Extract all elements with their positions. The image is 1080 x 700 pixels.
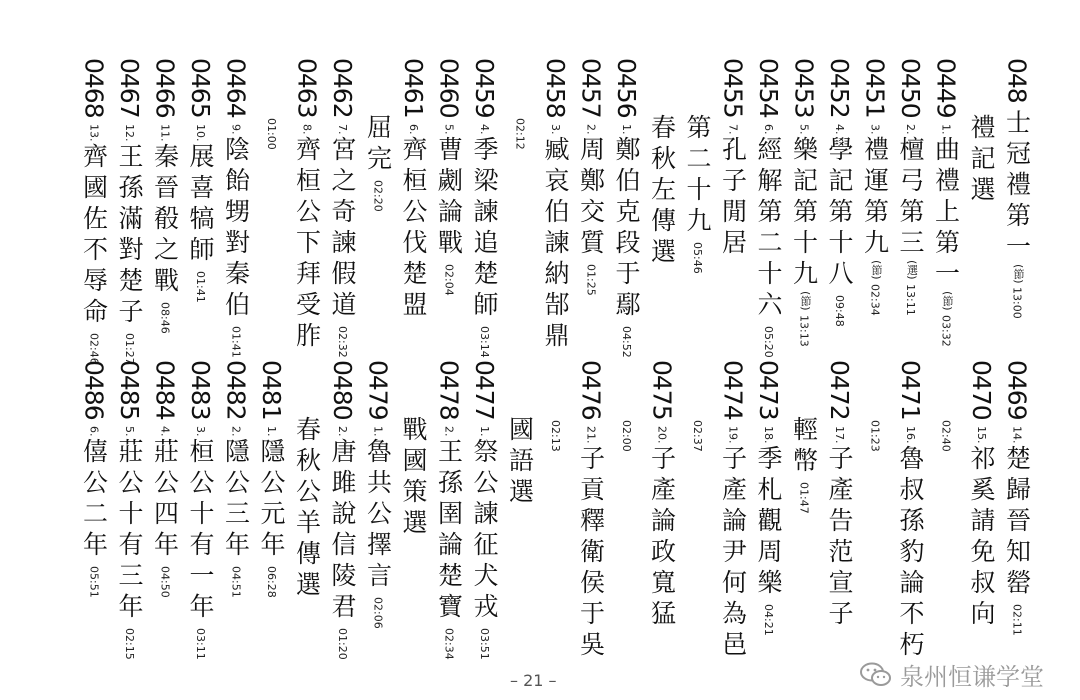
entry-time: 01:41 — [229, 326, 243, 358]
entry-time: 01:41 — [194, 271, 207, 303]
entry-title: 士冠禮第一 — [1002, 108, 1032, 264]
entry-index: 2. — [584, 123, 598, 135]
entry-number: 0476 — [576, 360, 606, 420]
entry-index: 1. — [939, 123, 953, 135]
entry-title: 展喜犒師 — [186, 143, 215, 268]
entry-title: 魯共公擇言 — [363, 438, 393, 594]
entry-index: 9. — [229, 123, 243, 135]
entry-title: 祁奚請免叔向 — [967, 445, 996, 632]
entry-index: 4. — [478, 123, 491, 135]
entry-column — [574, 360, 608, 662]
entry-column — [716, 58, 750, 260]
entry-title: 周鄭交質 — [576, 136, 606, 261]
entry-index: 11. — [158, 123, 172, 142]
entry-title: 國語選 — [505, 416, 535, 509]
entry-column — [361, 360, 395, 629]
entry-index: 20. — [655, 425, 669, 444]
watermark-text: 泉州恒谦学堂 — [900, 663, 1044, 691]
entry-number: 0470 — [967, 360, 996, 420]
entry-title: 曹劌論戰 — [434, 136, 464, 261]
entry-index: 3. — [549, 123, 562, 135]
entry-title: 唐雎說信陵君 — [328, 438, 357, 625]
entry-number: 0480 — [328, 360, 357, 420]
entry-time: 03:51 — [478, 628, 491, 660]
entry-index: 18. — [762, 425, 775, 444]
entry-index: 1. — [265, 425, 278, 437]
entry-time: 02:12 — [513, 118, 527, 150]
entry-time: 02:40 — [939, 420, 953, 452]
entry-number: 0483 — [186, 360, 215, 420]
entry-column — [716, 360, 750, 662]
entry-time: 06:28 — [265, 566, 278, 598]
entry-column — [77, 58, 111, 365]
entry-column — [894, 360, 928, 662]
entry-column — [610, 416, 644, 452]
entry-time: 13:11 — [904, 283, 917, 316]
entry-number: 0458 — [541, 58, 570, 118]
entry-index: 1. — [478, 425, 491, 437]
entry-title: 臧哀伯諫納郜鼎 — [541, 136, 570, 354]
entry-title: 齊國佐不辱命 — [79, 143, 109, 330]
entry-column — [965, 114, 999, 207]
entry-index: 1. — [371, 425, 385, 437]
entry-number: 0459 — [470, 58, 499, 118]
entry-number: 0468 — [79, 58, 109, 118]
entry-note: (選) — [905, 260, 919, 280]
entry-number: 0462 — [328, 58, 357, 118]
entry-title: 隱公三年 — [221, 438, 251, 563]
entry-column — [326, 360, 360, 660]
entry-time: 03:32 — [939, 314, 953, 347]
entry-column — [503, 114, 537, 150]
entry-index: 17. — [833, 425, 846, 444]
entry-column — [290, 58, 324, 353]
entry-time: 03:11 — [194, 628, 207, 660]
entry-title: 春秋左傳選 — [647, 114, 677, 269]
entry-column — [184, 360, 218, 660]
entry-column — [752, 360, 786, 636]
entry-title: 季札觀周樂 — [754, 445, 783, 601]
entry-title: 宮之奇諫假道 — [328, 136, 357, 323]
entry-index: 4. — [158, 425, 172, 437]
entry-column — [148, 58, 182, 334]
entry-title: 桓公十有一年 — [186, 438, 215, 625]
entry-number: 0467 — [115, 58, 144, 118]
page-number: – 21 – — [510, 671, 557, 690]
entry-column — [113, 58, 147, 365]
entry-note: (節) — [799, 291, 812, 311]
entry-title: 僖公二年 — [79, 438, 109, 563]
entry-number: 0450 — [896, 58, 925, 118]
entry-number: 0477 — [470, 360, 499, 420]
entry-time: 13:13 — [797, 314, 811, 347]
entry-column — [539, 416, 573, 452]
entry-time: 01:00 — [265, 118, 278, 150]
entry-index: 13. — [87, 123, 101, 142]
entry-title: 樂記第十九 — [789, 136, 819, 292]
entry-number: 0472 — [825, 360, 854, 420]
entry-time: 05:46 — [691, 242, 704, 274]
entry-index: 12. — [123, 123, 136, 142]
entry-column — [787, 416, 821, 514]
entry-index: 5. — [442, 123, 456, 135]
entry-index: 7. — [726, 123, 740, 135]
entry-number: 0479 — [363, 360, 393, 420]
entry-number: 0456 — [612, 58, 641, 118]
entry-title: 第二十九 — [683, 114, 712, 238]
entry-note: (節) — [870, 260, 883, 280]
entry-title: 曲禮上第一 — [931, 136, 961, 292]
entry-column — [823, 360, 857, 631]
entry-title: 戰國策選 — [399, 416, 428, 540]
entry-column — [858, 58, 892, 315]
entry-index: 15. — [975, 425, 988, 444]
entry-column — [113, 360, 147, 660]
entry-number: 0485 — [115, 360, 144, 420]
entry-column — [539, 58, 573, 353]
entry-time: 03:14 — [478, 326, 491, 358]
entry-column — [361, 114, 395, 212]
entry-column — [929, 58, 963, 346]
entry-time: 02:00 — [620, 420, 633, 452]
entry-time: 02:34 — [442, 628, 456, 660]
watermark — [860, 657, 1044, 692]
entry-title: 祭公諫征犬戎 — [470, 438, 499, 625]
entry-time: 02:20 — [371, 180, 385, 212]
entry-number: 0475 — [647, 360, 677, 420]
entry-index: 4. — [833, 123, 846, 135]
entry-time: 02:34 — [868, 283, 882, 316]
entry-title: 子產告范宣子 — [825, 445, 854, 632]
entry-time: 01:27 — [123, 333, 136, 365]
entry-index: 16. — [904, 425, 917, 444]
entry-number: 0455 — [718, 58, 748, 118]
entry-time: 08:46 — [158, 302, 172, 334]
wechat-icon — [860, 662, 892, 688]
entry-index: 14. — [1010, 425, 1024, 444]
entry-column — [468, 58, 502, 358]
entry-time: 04:51 — [229, 566, 243, 598]
entry-index: 5. — [123, 425, 136, 437]
entry-column — [290, 416, 324, 602]
entry-column — [432, 58, 466, 296]
entry-column — [858, 416, 892, 452]
entry-column — [681, 114, 715, 274]
entry-title: 王孫滿對楚子 — [115, 143, 144, 330]
entry-number: 048 — [1002, 58, 1032, 103]
entry-column — [255, 360, 289, 598]
entry-title: 子產論政寬猛 — [647, 445, 677, 632]
entry-column — [574, 58, 608, 296]
entry-title: 經解第二十六 — [754, 136, 783, 323]
entry-column — [468, 360, 502, 660]
entry-number: 0454 — [754, 58, 783, 118]
entry-title: 楚歸晉知罃 — [1002, 445, 1032, 601]
entry-time: 02:15 — [123, 628, 136, 660]
entry-column — [255, 114, 289, 150]
entry-index: 2. — [336, 425, 349, 437]
entry-time: 04:52 — [620, 326, 633, 358]
entry-column — [610, 58, 644, 358]
entry-column — [77, 360, 111, 598]
entry-column — [219, 58, 253, 358]
entry-note: (節) — [941, 291, 954, 311]
entry-time: 01:20 — [336, 628, 349, 660]
entry-number: 0465 — [186, 58, 215, 118]
entry-column — [787, 58, 821, 346]
entry-number: 0461 — [399, 58, 428, 118]
entry-column — [645, 360, 679, 631]
entry-index: 10. — [194, 123, 207, 142]
entry-title: 子貢釋衛侯于吳 — [576, 445, 606, 663]
entry-title: 齊桓公下拜受胙 — [292, 136, 322, 354]
entry-time: 02:13 — [549, 420, 562, 452]
entry-index: 8. — [300, 123, 314, 135]
entry-column — [929, 416, 963, 452]
entry-title: 孔子閒居 — [718, 136, 748, 261]
entry-index: 3. — [194, 425, 207, 437]
entry-index: 2. — [904, 123, 917, 135]
entry-index: 2. — [229, 425, 243, 437]
entry-time: 13:00 — [1010, 287, 1024, 320]
entry-time: 05:51 — [87, 566, 101, 598]
entry-time: 01:47 — [797, 482, 811, 514]
entry-number: 0451 — [860, 58, 890, 118]
entry-time: 02:11 — [1010, 604, 1024, 636]
entry-time: 04:50 — [158, 566, 172, 598]
entry-title: 莊公十有三年 — [115, 438, 144, 625]
entry-number: 0478 — [434, 360, 464, 420]
entry-title: 學記第十八 — [825, 136, 854, 292]
entry-title: 王孫圉論楚寶 — [434, 438, 464, 625]
entry-number: 0453 — [789, 58, 819, 118]
entry-time: 01:25 — [584, 264, 598, 296]
entry-number: 0466 — [150, 58, 180, 118]
entry-title: 禮記選 — [967, 114, 996, 207]
entry-title: 魯叔孫豹論不朽 — [896, 445, 925, 663]
entry-title: 禮運第九 — [860, 136, 890, 261]
entry-time: 02:46 — [87, 333, 101, 365]
entry-time: 01:23 — [868, 420, 882, 452]
entry-number: 0471 — [896, 360, 925, 420]
entry-index: 6. — [762, 123, 775, 135]
entry-time: 02:04 — [442, 264, 456, 296]
entry-title: 隱公元年 — [257, 438, 286, 563]
entry-time: 02:37 — [691, 420, 704, 452]
entry-column — [184, 58, 218, 303]
entry-index: 6. — [407, 123, 420, 135]
entry-number: 0469 — [1002, 360, 1032, 420]
entry-number: 0474 — [718, 360, 748, 420]
entry-title: 齊桓公伐楚盟 — [399, 136, 428, 323]
entry-title: 鄭伯克段于鄢 — [612, 136, 641, 323]
entry-number: 0473 — [754, 360, 783, 420]
entry-index: 7. — [336, 123, 349, 135]
entry-column — [681, 416, 715, 452]
entry-title: 子產論尹何為邑 — [718, 445, 748, 663]
entry-title: 輕幣 — [789, 416, 819, 478]
entry-title: 檀弓第三 — [896, 136, 925, 261]
entry-column — [1000, 360, 1034, 636]
entry-index: 1. — [620, 123, 633, 135]
entry-number: 0484 — [150, 360, 180, 420]
entry-number: 0452 — [825, 58, 854, 118]
entry-number: 0463 — [292, 58, 322, 118]
entry-time: 02:06 — [371, 597, 385, 629]
entry-number: 0460 — [434, 58, 464, 118]
entry-title: 屈完 — [363, 114, 393, 176]
entry-index: 19. — [726, 425, 740, 444]
entry-column — [326, 58, 360, 358]
entry-time: 02:32 — [336, 326, 349, 358]
entry-time: 05:20 — [762, 326, 775, 358]
entry-index: 3. — [868, 123, 882, 135]
entry-column — [432, 360, 466, 660]
entry-number: 0457 — [576, 58, 606, 118]
entry-title: 陰飴甥對秦伯 — [221, 136, 251, 323]
entry-title: 莊公四年 — [150, 438, 180, 563]
entry-title: 春秋公羊傳選 — [292, 416, 322, 602]
entry-title: 季梁諫追楚師 — [470, 136, 499, 323]
entry-column — [148, 360, 182, 598]
entry-index: 5. — [797, 123, 811, 135]
entry-number: 0482 — [221, 360, 251, 420]
entry-time: 04:21 — [762, 604, 775, 636]
entry-column — [1000, 58, 1034, 319]
entry-number: 0486 — [79, 360, 109, 420]
entry-number: 0464 — [221, 58, 251, 118]
entry-column — [823, 58, 857, 327]
entry-number: 0449 — [931, 58, 961, 118]
entry-title: 秦晉殽之戰 — [150, 143, 180, 299]
entry-column — [645, 114, 679, 269]
entry-column — [752, 58, 786, 358]
entry-column — [397, 416, 431, 540]
entry-index: 6. — [87, 425, 101, 437]
entry-index: 2. — [442, 425, 456, 437]
entry-column — [965, 360, 999, 631]
entry-number: 0481 — [257, 360, 286, 420]
entry-column — [397, 58, 431, 322]
entry-column — [894, 58, 928, 315]
entry-time: 09:48 — [833, 295, 846, 327]
entry-note: (節) — [1012, 263, 1025, 284]
entry-column — [219, 360, 253, 598]
entry-index: 21. — [584, 425, 598, 444]
entry-column — [503, 416, 537, 509]
